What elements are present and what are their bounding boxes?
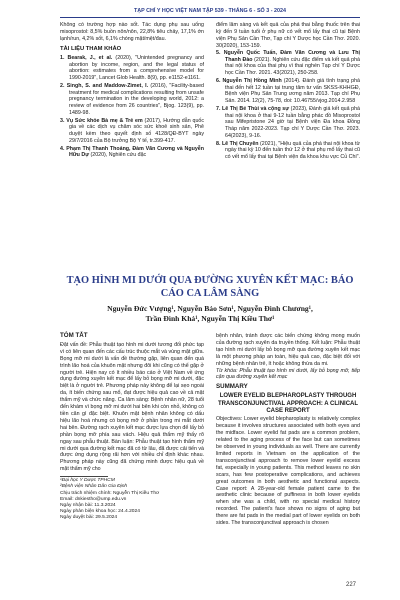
references-heading: TÀI LIỆU THAM KHẢO bbox=[60, 45, 122, 52]
summary-vi-cont: bệnh nhân, tránh được các biến chứng không mong muốn của đường rạch xuyên da truyền thống. bbox=[216, 333, 360, 346]
reference-item bbox=[216, 141, 360, 162]
footnote-reviewed: Ngày phản biện khoa học: 24.4.2024 bbox=[60, 509, 140, 515]
reference-number: 7. bbox=[216, 105, 221, 112]
summary-vi-text-1: Đặt vấn đề: Phẫu thuật tạo hình mi dưới tương đối phức tạp vì có liên quan đến các cấu trúc thuộc mắt và vùng mặt giữa. Bọng mỡ mi dưới là vấn đề thường gặp, liên quan đến quá trình lão hoá của khuôn mặt nhưng đôi khi cũng có thể gặp ở người trẻ. Hiện nay có ít nhiều báo cáo ở Việt Nam về ứng dụng đường xuyên kết mạc để lấy bỏ bọng mỡ mi dưới, đặc biệt là ở người trẻ. Phương pháp này không để lại sẹo ngoài da, ít biến chứng sau mổ, đạt được hiệu quả cao về cả mặt thẩm mỹ và chức năng. bbox=[60, 341, 204, 404]
reference-authors: Vụ Sức khỏe Bà mẹ & Trẻ em bbox=[66, 117, 143, 124]
reference-authors: Nguyễn Quốc Tuấn, Đàm Văn Cương và Lưu Thị Thanh Đào bbox=[223, 49, 360, 63]
reference-authors: Lê Thị Chuyên bbox=[221, 140, 259, 147]
reference-authors: Singh, S. and Maddow-Zimet, I. bbox=[66, 82, 149, 89]
page-number: 227 bbox=[346, 582, 357, 588]
reference-authors: Bearak, J., et al. bbox=[67, 54, 113, 61]
english-title: LOWER EYELID BLEPHAROPLASTY THROUGH TRANSCONJUNCTIVAL APPROACH: A CLINICAL CASE REPORT bbox=[217, 393, 359, 415]
footnote-accepted: Ngày duyệt bài: 29.5.2024 bbox=[60, 515, 118, 521]
journal-header: TẠP CHÍ Y HỌC VIỆT NAM TẬP 539 - THÁNG 6 - SỐ 3 - 2024 bbox=[133, 8, 287, 14]
footnote-received: Ngày nhận bài: 11.3.2024 bbox=[60, 502, 116, 508]
reference-number: 6. bbox=[216, 77, 221, 84]
upper-left-column bbox=[60, 22, 204, 160]
reference-item bbox=[60, 55, 204, 83]
reference-text: (2023), Đánh giá kết quả phá thai nội khoa ở thai 9-12 tuần bằng phác đồ Misoprostol sau Mifepristone 24 giờ tại Bệnh viện Đa khoa Đồng Tháp năm 2022-2023. Tạp chí Y Dược Cần Thơ. 2023. 64(2023), 9-16. bbox=[225, 105, 360, 140]
footnote-rule bbox=[60, 476, 108, 477]
reference-item bbox=[60, 146, 204, 160]
summary-en-heading: SUMMARY bbox=[216, 383, 248, 391]
footnote-affiliation-1: ¹Đại học Y Dược TPHCM bbox=[60, 478, 115, 484]
footnote-email: Email: dnkiestho@ump.edu.vn bbox=[60, 496, 127, 502]
references-list-left bbox=[60, 55, 204, 160]
reference-number: 8. bbox=[216, 140, 221, 147]
header-rule bbox=[60, 17, 360, 18]
reference-text: (2017), Hướng dẫn quốc gia về các dịch vụ chăm sóc sức khoẻ sinh sản, Phê duyệt kèm theo quyết định số 4128/QĐ-BYT ngày 29/7/2016 của Bộ trưởng Bộ Y tế, tr.399-417. bbox=[69, 117, 205, 145]
reference-text: (2014). Đánh giá tình trạng phá thai đến hết 12 tuần tại trung tâm tư vấn SKSS-KHHGĐ, Bệnh viện Phụ Sản Trung ương năm 2013. Tạp chí Phụ Sản. 2014. 12(2), 75-78, doi: 10.46755/vjog.2014.2.958 bbox=[225, 77, 361, 105]
summary-vi-text-4: Kết luận: Phẫu thuật tạo hình mi dưới lấy bỏ bọng mỡ qua đường xuyên kết mạc là một phương pháp an toàn, hiệu quả cao, đặc biệt đối với những bệnh nhân trẻ, ít hoặc không thừa da mi. bbox=[216, 339, 360, 367]
authors-line-2: Trần Đình Khả¹, Nguyễn Thị Kiều Thơ¹ bbox=[145, 313, 275, 323]
reference-item bbox=[216, 106, 360, 141]
reference-authors: Phạm Thị Thanh Thoảng, Đàm Văn Cương và Nguyễn Hữu Dự bbox=[66, 145, 204, 159]
reference-item bbox=[60, 83, 204, 118]
summary-vi-heading: TÓM TẮT bbox=[60, 332, 88, 339]
upper-right-column bbox=[216, 22, 360, 162]
reference-item bbox=[216, 78, 360, 106]
article-title-block bbox=[60, 275, 360, 323]
reference-number: 5. bbox=[216, 49, 221, 56]
summary-en-text-1: Objectives: Lower eyelid blepharoplasty is relatively complex because it involves structures associated with both eyes and the midface. Lower eyelid fat pads are a common problem, related to the aging process of the face but can sometimes be observed in young individuals as well. There are currently limited reports in Vietnam on the application of the transconjunctival approach to remove lower eyelid excess fat, especially in young patients. This method leaves no skin scars, has few postoperative complications, and achieves great outcomes in both aesthetic and functional aspects. bbox=[216, 416, 360, 485]
authors-line-1: Nguyễn Đức Vượng¹, Nguyễn Bảo Sơn¹, Nguyễn Đình Chương¹, bbox=[107, 304, 313, 313]
reference-continuation: điểm lâm sàng và kết quả của phá thai bằng thuốc trên thai kỳ đến 9 tuần tuổi ở phụ nữ có vết mổ lấy thai cũ tại Bệnh viện Phụ Sản Cần Thơ, Tạp chí Y Dược học Cần Thơ. 2020. 30(2020), 153-159. bbox=[216, 22, 360, 49]
summary-vi-text-2: Ca lâm sàng: Bệnh nhân nữ, 28 tuổi đến khám vì bọng mỡ mi dưới hai bên khi còn nhỏ, không có tiền căn gì đặc biệt. Khuôn mặt bệnh nhân không có dấu hiệu lão hoá nhưng có bọng mỡ ở phần trong mi mắt dưới hai bên. Đường rạch xuyên kết mạc được lựa chọn để lấy bỏ phần bọng mỡ phía sau vách. Hiệu quả thẩm mỹ thấy rõ ngay sau phẫu thuật. bbox=[60, 397, 204, 445]
reference-item bbox=[60, 118, 204, 146]
reference-text: (2020), "Unintended pregnancy and abortion by income, region, and the legal status of abortion: estimates from a comprehensive model for 1990-2019", Lancet Glob Health. 8(9), pp. e1152-e1161. bbox=[69, 54, 204, 82]
reference-number: 4. bbox=[60, 145, 65, 152]
reference-text: (2020), Nghiên cứu đặc bbox=[89, 152, 147, 159]
summary-vi-text-3: Bàn luận: Phẫu thuật tạo hình thẩm mỹ mi dưới qua đường kết mạc đã có từ lâu, đã được cải tiến và được ứng dụng rộng rãi hơn với nhiều chỉ định khác nhau. Phương pháp này cũng đã chứng minh được hiệu quả về mặt thẩm mỹ cho bbox=[60, 438, 204, 473]
reference-text: (2016), "Facility-based treatment for medical complications resulting from unsafe pregnancy termination in the developing world, 2012: a review of evidence from 26 countries", Bjog. 123(9), pp. 1489-98. bbox=[69, 82, 204, 117]
reference-number: 2. bbox=[60, 82, 65, 89]
summary-vi-continuation bbox=[216, 333, 360, 368]
summary-vi-paragraph-1 bbox=[60, 342, 204, 473]
reference-item bbox=[216, 50, 360, 78]
conclusion-text: Không có trường hợp nào sốt. Tác dụng phụ sau uống misoprostol: 8,5% buồn nôn/nôn, 22,8% tiêu chảy, 17,1% ớn lạnh/run, 4,2% sốt, 6,1% chóng mặt/mệt/đau. bbox=[60, 22, 204, 42]
references-list-right bbox=[216, 50, 360, 162]
lower-left-column bbox=[60, 333, 204, 522]
summary-en-text-2: Case report: A 28-year-old female patient came to the aesthetic clinic because of puffiness in both lower eyelids when she was a child, with no special medical history recorded. The patient's face shows no signs of aging but there are fat pads in the medial part of lower eyelids on both sides. The transconjunctival approach is chosen bbox=[216, 485, 360, 527]
lower-right-column bbox=[216, 333, 360, 527]
reference-authors: Nguyễn Thị Hồng Minh bbox=[222, 77, 282, 84]
article-title: TẠO HÌNH MI DƯỚI QUA ĐƯỜNG XUYÊN KẾT MẠC: BÁO CÁO CA LÂM SÀNG bbox=[66, 275, 354, 299]
reference-number: 1. bbox=[60, 54, 65, 61]
article-authors bbox=[60, 304, 360, 323]
reference-number: 3. bbox=[60, 117, 65, 124]
reference-authors: Lê Thị Bé Thùi và cộng sự bbox=[222, 105, 290, 112]
reference-text: (2021), "Hiệu quả của phá thai nội khoa từ ngày thai kỳ 10 đến tuần thứ 12 ở thai phụ mổ lấy thai cũ có vết mổ lấy thai tại Bệnh viện đa khoa khu vực Củ Chi". bbox=[225, 140, 360, 161]
footnote-affiliation-2: ²Bệnh viện Nhân Dân Gia Định bbox=[60, 484, 128, 490]
footnote-corresponding: Chịu trách nhiệm chính: Nguyễn Thị Kiều Thơ bbox=[60, 490, 160, 496]
summary-en-paragraph bbox=[216, 416, 360, 527]
reference-text: (2021). Nghiên cứu đặc điểm và kết quả phá thai nội khoa của thai phụ vì thai nghén Tạp chí Y Dược học Cần Thơ. 2021. 43(2021), 250-258. bbox=[225, 56, 360, 77]
keywords-vi: Từ khóa: Phẫu thuật tạo hình mi dưới, lấy bỏ bọng mỡ, tiếp cận qua đường xuyên kết mạc bbox=[216, 367, 360, 381]
